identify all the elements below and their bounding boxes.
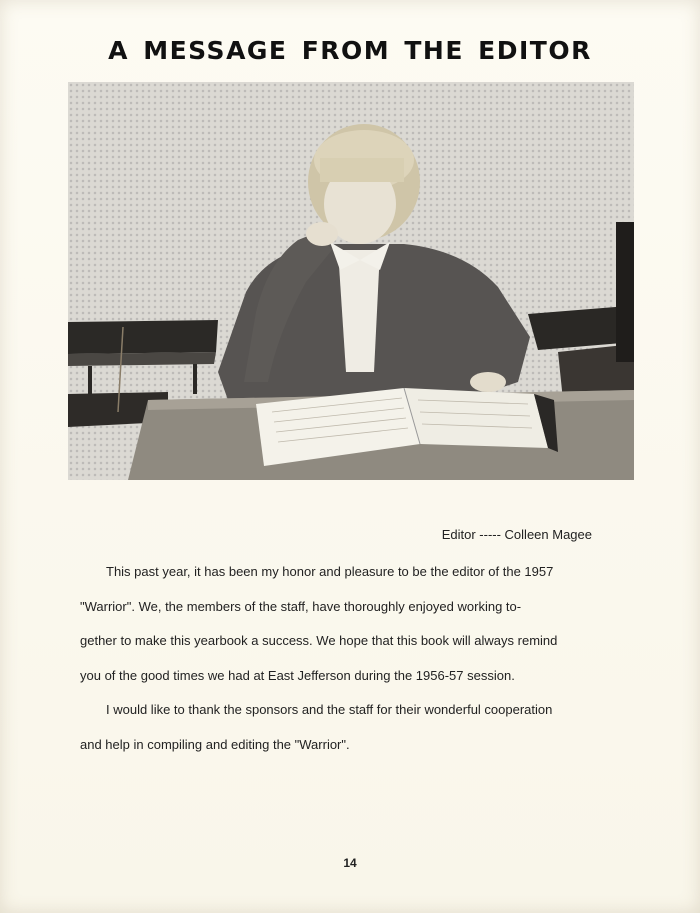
message-line: "Warrior". We, the members of the staff, have thoroughly enjoyed working to- [80,598,522,614]
message-line: This past year, it has been my honor and pleasure to be the editor of the 1957 [106,564,554,579]
page-number: 14 [343,856,357,870]
message-line: gether to make this yearbook a success. We hope that this book will always remind [80,633,558,648]
page-title: A MESSAGE FROM THE EDITOR [108,36,592,65]
photo-caption: Editor ----- Colleen Magee [441,527,592,542]
message-line: and help in compiling and editing the "Warrior". [80,736,350,752]
message-line: you of the good times we had at East Jefferson during the 1956-57 session. [80,667,515,683]
editor-photo [68,82,634,480]
editor-message [80,555,620,762]
message-line: I would like to thank the sponsors and the staff for their wonderful cooperation [106,702,553,717]
